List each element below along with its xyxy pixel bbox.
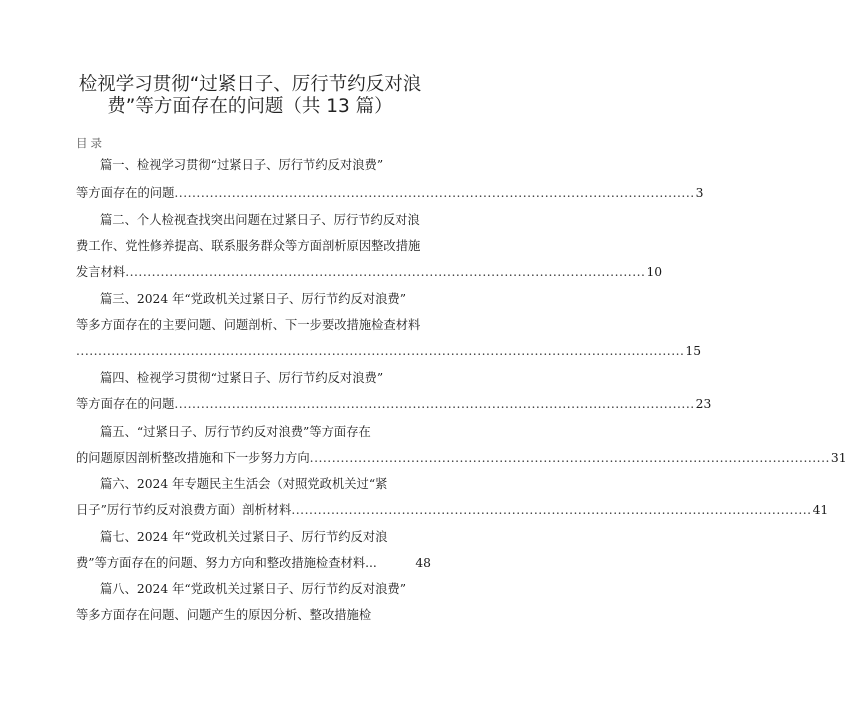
toc-entry-3-line-1: 篇三、2024 年“党政机关过紧日子、厉行节约反对浪费” — [100, 292, 407, 306]
toc-entry-6-text: 日子”厉行节约反对浪费方面）剖析材料 — [76, 503, 292, 517]
toc-leader-dots: ...................................................................................................................... — [291, 503, 812, 517]
toc-entry-2-line-2: 费工作、党性修养提高、联系服务群众等方面剖析原因整改措施 — [76, 239, 421, 253]
toc-entry-2-page: 10 — [646, 265, 663, 279]
toc-entry-5-line-2 — [76, 448, 847, 468]
toc-entry-4-line-1: 篇四、检视学习贯彻“过紧日子、厉行节约反对浪费” — [100, 371, 384, 385]
toc-entry-1-line-1: 篇一、检视学习贯彻“过紧日子、厉行节约反对浪费” — [100, 158, 384, 172]
toc-entry-4-text: 等方面存在的问题 — [76, 397, 175, 411]
toc-entry-1-text: 等方面存在的问题 — [76, 186, 175, 200]
toc-entry-5-line-1: 篇五、“过紧日子、厉行节约反对浪费”等方面存在 — [100, 425, 371, 439]
toc-leader-dots: ...................................................................................................................... — [174, 186, 695, 200]
toc-entry-3-line-2: 等多方面存在的主要问题、问题剖析、下一步要改措施检查材料 — [76, 318, 421, 332]
toc-entry-1-page: 3 — [695, 186, 704, 200]
toc-entry-7-line-2 — [76, 553, 431, 573]
toc-entry-1-line-2 — [76, 183, 704, 203]
toc-entry-8-line-2: 等多方面存在问题、问题产生的原因分析、整改措施检 — [76, 608, 372, 622]
toc-leader-dots: .......................................................................................................................................... — [76, 344, 685, 358]
toc-entry-5-page: 31 — [830, 451, 847, 465]
toc-entry-8-line-1: 篇八、2024 年“党政机关过紧日子、厉行节约反对浪费” — [100, 582, 407, 596]
toc-leader-dots: ...................................................................................................................... — [309, 451, 830, 465]
toc-leader-dots: ...................................................................................................................... — [125, 265, 646, 279]
toc-entry-4-line-2 — [76, 394, 712, 414]
toc-entry-6-page: 41 — [812, 503, 829, 517]
toc-heading: 目录 — [76, 136, 105, 150]
toc-leader-dots: ...................................................................................................................... — [174, 397, 695, 411]
toc-entry-7-line-1: 篇七、2024 年“党政机关过紧日子、厉行节约反对浪 — [100, 530, 388, 544]
toc-entry-2-text: 发言材料 — [76, 265, 126, 279]
document-title-line-1: 检视学习贯彻“过紧日子、厉行节约反对浪 — [78, 74, 422, 95]
toc-entry-2-line-3 — [76, 262, 663, 282]
toc-entry-4-page: 23 — [695, 397, 712, 411]
toc-entry-7-page: 48 — [415, 556, 431, 570]
toc-entry-6-line-1: 篇六、2024 年专题民主生活会（对照党政机关过“紧 — [100, 477, 388, 491]
toc-entry-2-line-1: 篇二、个人检视查找突出问题在过紧日子、厉行节约反对浪 — [100, 213, 420, 227]
toc-entry-7-text: 费”等方面存在的问题、努力方向和整改措施检查材料... — [76, 556, 377, 570]
toc-entry-3-line-3 — [76, 341, 702, 361]
toc-entry-3-page: 15 — [685, 344, 702, 358]
document-title-line-2: 费”等方面存在的问题（共 13 篇） — [107, 96, 393, 117]
toc-entry-5-text: 的问题原因剖析整改措施和下一步努力方向 — [76, 451, 310, 465]
toc-entry-6-line-2 — [76, 500, 829, 520]
